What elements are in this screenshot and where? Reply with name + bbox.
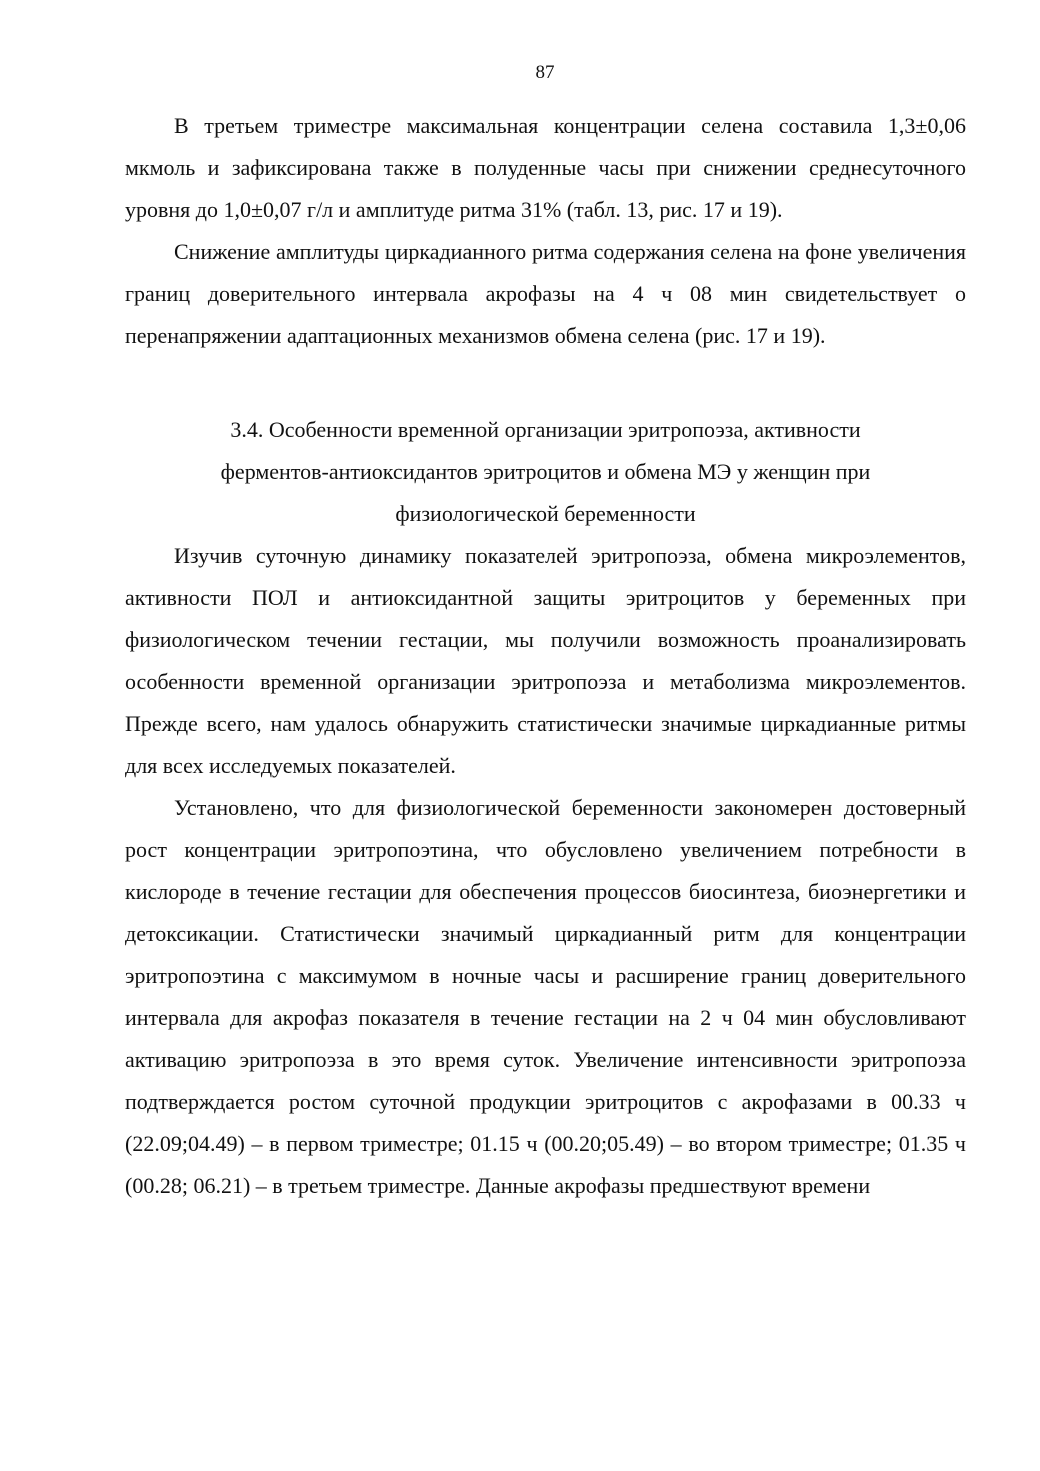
section-heading-line: физиологической беременности — [395, 501, 696, 526]
paragraph-daily-dynamics: Изучив суточную динамику показателей эритропоэза, обмена микроэлементов, активности ПОЛ и антиоксидантной защиты эритроцитов у беременных при физиологическом течении гестации, мы получили возможность проанализировать особенности временной организации эритропоэза и метаболизма микроэлементов. Прежде всего, нам удалось обнаружить статистически значимые циркадианные ритмы для всех исследуемых показателей. — [125, 543, 966, 778]
page-body — [125, 105, 966, 1207]
section-heading — [125, 409, 966, 535]
paragraph-selenium-third-trimester: В третьем триместре максимальная концентрации селена составила 1,3±0,06 мкмоль и зафиксирована также в полуденные часы при снижении среднесуточного уровня до 1,0±0,07 г/л и амплитуде ритма 31% (табл. 13, рис. 17 и 19). — [125, 113, 966, 222]
page-number: 87 — [535, 62, 555, 83]
paragraph-erythropoietin: Установлено, что для физиологической беременности закономерен достоверный рост концентрации эритропоэтина, что обусловлено увеличением потребности в кислороде в течение гестации для обеспечения процессов биосинтеза, биоэнергетики и детоксикации. Статистически значимый циркадианный ритм для концентрации эритропоэтина с максимумом в ночные часы и расширение границ доверительного интервала для акрофаз показателя в течение гестации на 2 ч 04 мин обусловливают активацию эритропоэза в это время суток. Увеличение интенсивности эритропоэза подтверждается ростом суточной продукции эритроцитов с акрофазами в 00.33 ч (22.09;04.49) – в первом триместре; 01.15 ч (00.20;05.49) – во втором триместре; 01.35 ч (00.28; 06.21) – в третьем триместре. Данные акрофазы предшествуют времени — [125, 795, 966, 1198]
paragraph-selenium-amplitude: Снижение амплитуды циркадианного ритма содержания селена на фоне увеличения границ доверительного интервала акрофазы на 4 ч 08 мин свидетельствует о перенапряжении адаптационных механизмов обмена селена (рис. 17 и 19). — [125, 239, 966, 348]
section-heading-line: ферментов-антиоксидантов эритроцитов и обмена МЭ у женщин при — [220, 459, 871, 484]
section-heading-line: 3.4. Особенности временной организации эритропоэза, активности — [230, 417, 861, 442]
